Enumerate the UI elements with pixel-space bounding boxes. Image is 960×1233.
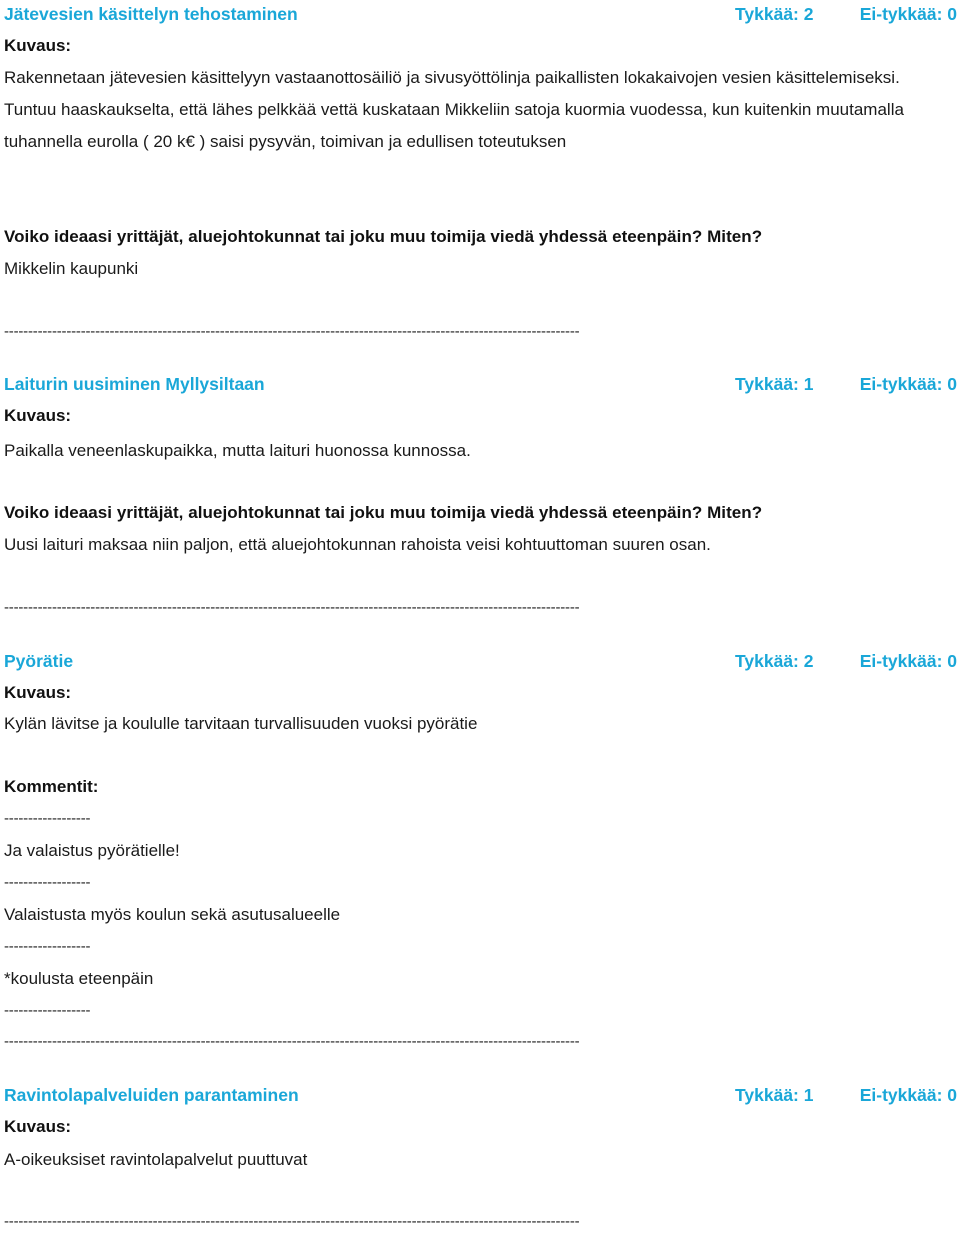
idea-header: [4, 3, 957, 25]
description-label: Kuvaus:: [4, 36, 72, 55]
comment-separator: ------------------: [4, 874, 91, 891]
idea-description: Paikalla veneenlaskupaikka, mutta laituri huonossa kunnossa.: [4, 441, 471, 460]
idea-header: [4, 650, 957, 672]
description-label: Kuvaus:: [4, 683, 72, 702]
item-separator: ------------------------------------------------------------------------------------------------------------------------: [4, 1213, 580, 1230]
idea-description: Kylän lävitse ja koululle tarvitaan turvallisuuden vuoksi pyörätie: [4, 714, 478, 733]
idea-description: Rakennetaan jätevesien käsittelyyn vastaanottosäiliö ja sivusyöttölinja paikallisten lokakaivojen vesien käsittelemiseksi. Tuntuu haaskaukselta, että lähes pelkkää vettä kuskataan Mikkeliin satoja kuormia vuodessa, kun kuitenkin muutamalla tuhannella eurolla ( 20 k€ ) saisi pysyvän, toimivan ja edullisen toteutuksen: [4, 68, 904, 151]
dislikes-count: Ei-tykkää: 0: [859, 374, 957, 394]
likes-count: Tykkää: 2: [735, 4, 814, 24]
item-separator: ------------------------------------------------------------------------------------------------------------------------: [4, 1033, 580, 1050]
likes-count: Tykkää: 2: [735, 651, 814, 671]
comment-text: *koulusta eteenpäin: [4, 969, 154, 988]
comment-separator: ------------------: [4, 938, 91, 955]
likes-count: Tykkää: 1: [735, 374, 814, 394]
idea-title: Ravintolapalveluiden parantaminen: [4, 1085, 299, 1105]
likes-count: Tykkää: 1: [735, 1085, 814, 1105]
idea-header: [4, 1084, 957, 1106]
dislikes-count: Ei-tykkää: 0: [859, 4, 957, 24]
collaboration-answer: Uusi laituri maksaa niin paljon, että aluejohtokunnan rahoista veisi kohtuuttoman suuren osan.: [4, 535, 711, 554]
comment-separator: ------------------: [4, 810, 91, 827]
idea-title: Jätevesien käsittelyn tehostaminen: [4, 4, 298, 24]
idea-header: [4, 373, 957, 395]
idea-title: Laiturin uusiminen Myllysiltaan: [4, 374, 265, 394]
comment-text: Valaistusta myös koulun sekä asutusalueelle: [4, 905, 341, 924]
comment-text: Ja valaistus pyörätielle!: [4, 841, 180, 860]
description-label: Kuvaus:: [4, 1117, 72, 1136]
item-separator: ------------------------------------------------------------------------------------------------------------------------: [4, 323, 580, 340]
comments-label: Kommentit:: [4, 777, 99, 796]
collaboration-question: Voiko ideaasi yrittäjät, aluejohtokunnat tai joku muu toimija viedä yhdessä eteenpäin? Miten?: [4, 227, 763, 246]
dislikes-count: Ei-tykkää: 0: [859, 651, 957, 671]
description-label: Kuvaus:: [4, 406, 72, 425]
collaboration-question: Voiko ideaasi yrittäjät, aluejohtokunnat tai joku muu toimija viedä yhdessä eteenpäin? Miten?: [4, 503, 763, 522]
idea-title: Pyörätie: [4, 651, 74, 671]
collaboration-answer: Mikkelin kaupunki: [4, 259, 139, 278]
dislikes-count: Ei-tykkää: 0: [859, 1085, 957, 1105]
comment-separator: ------------------: [4, 1002, 91, 1019]
item-separator: ------------------------------------------------------------------------------------------------------------------------: [4, 599, 580, 616]
idea-description: A-oikeuksiset ravintolapalvelut puuttuvat: [4, 1150, 308, 1169]
